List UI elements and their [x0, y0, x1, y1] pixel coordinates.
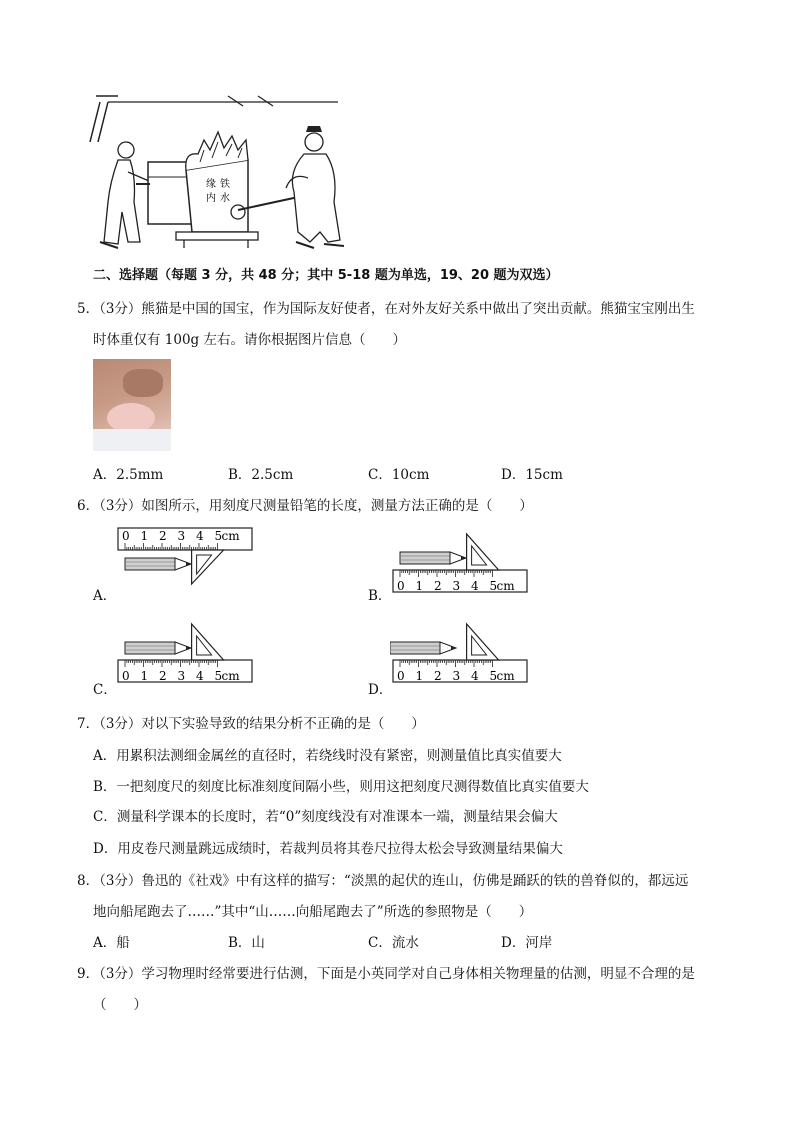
q6-option-d[interactable]: D． [368, 682, 393, 698]
figure-b [390, 530, 530, 596]
ruler-tick-label: 2 [434, 669, 442, 683]
ruler-tick-label: 0 [397, 669, 405, 683]
pencil [400, 552, 466, 564]
q8-option-d[interactable]: D．河岸 [501, 935, 553, 951]
panda-cub-photo [93, 359, 171, 451]
ruler-tick-label: 4 [196, 669, 204, 683]
q6-stem: 6．（3分）如图所示，用刻度尺测量铅笔的长度，测量方法正确的是（ ） [77, 498, 533, 514]
figure-d [390, 620, 530, 686]
q6-option-a[interactable]: A． [93, 588, 117, 604]
set-square [467, 624, 499, 660]
ruler-unit-label: cm [496, 669, 515, 683]
q8-option-b[interactable]: B．山 [228, 935, 265, 951]
foundry-illustration [88, 92, 358, 257]
ruler-unit-label: cm [221, 529, 240, 543]
ruler-unit-label: cm [221, 669, 240, 683]
ruler-tick-label: 2 [159, 669, 167, 683]
section-heading: 二、选择题（每题 3 分，共 48 分；其中 5-18 题为单选，19、20 题为双选） [93, 268, 559, 283]
q6-option-b[interactable]: B． [368, 588, 392, 604]
q7-option-c[interactable]: C．测量科学课本的长度时，若“0”刻度线没有对准课本一端，测量结果会偏大 [93, 809, 558, 825]
furnace-char-2: 铁 [220, 179, 230, 190]
q5-option-c[interactable]: C．10cm [368, 467, 430, 483]
pencil [125, 558, 191, 570]
ruler-tick-label: 0 [122, 529, 130, 543]
ruler-tick-label: 1 [140, 529, 149, 543]
pencil [390, 642, 456, 654]
set-square [467, 534, 499, 570]
q5-option-a[interactable]: A．2.5mm [93, 467, 164, 483]
ruler-tick-label: 3 [177, 529, 186, 543]
ruler-tick-label: 1 [140, 669, 149, 683]
q7-option-d[interactable]: D．用皮卷尺测量跳远成绩时，若裁判员将其卷尺拉得太松会导致测量结果偏大 [93, 841, 563, 857]
q5-option-b[interactable]: B．2.5cm [228, 467, 294, 483]
ruler-tick-label: 5 [214, 529, 223, 543]
q6-option-c[interactable]: C． [93, 682, 117, 698]
q7-stem: 7．（3分）对以下实验导致的结果分析不正确的是（ ） [77, 716, 425, 732]
ruler-tick-label: 0 [397, 579, 405, 593]
pencil [125, 642, 191, 654]
ruler-tick-label: 5 [489, 579, 498, 593]
ruler-tick-label: 3 [452, 579, 461, 593]
ruler-tick-label: 4 [471, 579, 479, 593]
q7-option-b[interactable]: B．一把刻度尺的刻度比标准刻度间隔小些，则用这把刻度尺测得数值比真实值要大 [93, 779, 589, 795]
ruler-tick-label: 2 [434, 579, 442, 593]
q5-stem-line2: 时体重仅有 100g 左右。请你根据图片信息（ ） [93, 332, 406, 348]
ruler-tick-label: 4 [196, 529, 204, 543]
ruler-tick-label: 5 [214, 669, 223, 683]
ruler-unit-label: cm [496, 579, 515, 593]
figure-c [115, 620, 255, 686]
furnace-char-3: 内 [206, 193, 216, 204]
q8-option-a[interactable]: A．船 [93, 935, 130, 951]
ruler-tick-label: 5 [489, 669, 498, 683]
set-square [192, 550, 224, 584]
furnace-char-4: 水 [220, 193, 230, 204]
ruler-tick-label: 1 [415, 669, 424, 683]
set-square [192, 624, 224, 660]
q8-stem-line1: 8．（3分）鲁迅的《社戏》中有这样的描写：“淡黑的起伏的连山，仿佛是踊跃的铁的兽脊似的，都远远 [77, 873, 689, 889]
ruler-tick-label: 1 [415, 579, 424, 593]
ruler-tick-label: 2 [159, 529, 167, 543]
ruler-tick-label: 0 [122, 669, 130, 683]
q8-stem-line2: 地向船尾跑去了……”其中“山……向船尾跑去了”所选的参照物是（ ） [93, 904, 533, 920]
figure-a [115, 526, 255, 586]
ruler-tick-label: 4 [471, 669, 479, 683]
ruler-tick-label: 3 [177, 669, 186, 683]
q5-option-d[interactable]: D．15cm [501, 467, 563, 483]
q7-option-a[interactable]: A．用累积法测细金属丝的直径时，若绕线时没有紧密，则测量值比真实值要大 [93, 748, 562, 764]
furnace-char-1: 缘 [206, 179, 216, 190]
ruler-tick-label: 3 [452, 669, 461, 683]
q8-option-c[interactable]: C．流水 [368, 935, 419, 951]
q9-stem-line2: （ ） [93, 997, 147, 1013]
q5-stem-line1: 5．（3分）熊猫是中国的国宝，作为国际友好使者，在对外友好关系中做出了突出贡献。熊猫宝宝刚出生 [77, 301, 695, 317]
q9-stem-line1: 9．（3分）学习物理时经常要进行估测，下面是小英同学对自己身体相关物理量的估测，明显不合理的是 [77, 966, 695, 982]
